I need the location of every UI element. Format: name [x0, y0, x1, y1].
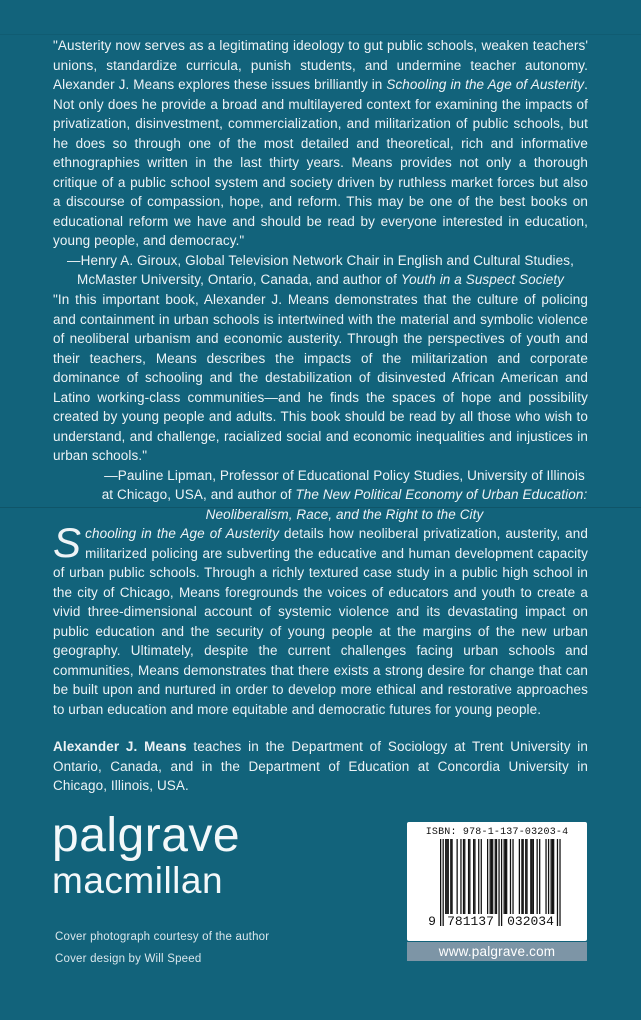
review-quote-2: "In this important book, Alexander J. Means demonstrates that the culture of policing and containment in urban schools is intertwined with the material and symbolic violence of neoliberal urbanism and economic austerity. Through the perspectives of youth and their teachers, Means describes the impacts of the militarization and corporate dominance of schooling and the destabilization of disinvested African American and Latino working-class communities—and he finds the spaces of hope and possibility created by young people and adults. This book should be read by all those who wish to understand, and challenge, racialized social and economic inequalities and injustices in urban schools." [53, 292, 588, 463]
website-band [407, 942, 587, 961]
author-bio [53, 737, 588, 796]
book-description-block [53, 519, 588, 719]
publisher-logo [52, 810, 240, 900]
barcode-digit-left-group: 781137 [447, 914, 494, 929]
quote-1-attribution [53, 251, 588, 290]
quote-2-attribution-text: —Pauline Lipman, Professor of Educational Policy Studies, University of Illinois at Chicago, USA, and author of [101, 467, 585, 502]
quote-1-text-cont: . Not only does he provide a broad and multilayered context for examining the impacts of privatization, disinvestment, commercialization, and militarization of public schools, but he does so through one of the most detailed and theoretical, rich and informative ethnographies written in the last thirty years. Means provides not only a thorough critique of a public school system and society driven by ruthless market forces but also a discourse of compassion, hope, and reform. This may be one of the best books on educational reform we have and should be read by everyone interested in education, young people, and democracy." [53, 77, 588, 248]
quote-1-attribution-book: Youth in a Suspect Society [400, 272, 565, 287]
website-url: www.palgrave.com [438, 944, 556, 959]
quote-1-attribution-text: —Henry A. Giroux, Global Television Network Chair in English and Cultural Studies, McMaster University, Ontario, Canada, and author of [67, 252, 574, 287]
quote-1-book-title: Schooling in the Age of Austerity [386, 77, 585, 92]
book-description [53, 519, 588, 719]
description-book-title: chooling in the Age of Austerity [85, 526, 280, 541]
credit-design: Cover design by Will Speed [55, 953, 202, 965]
barcode-panel [407, 822, 587, 941]
quote-2-attribution [53, 466, 588, 525]
review-quote-1 [53, 36, 588, 251]
isbn-label: ISBN: 978-1-137-03203-4 [425, 827, 569, 838]
credit-photograph: Cover photograph courtesy of the author [55, 931, 270, 943]
author-name: Alexander J. Means [53, 739, 187, 754]
logo-macmillan: macmillan [52, 860, 224, 901]
logo-palgrave: palgrave [52, 809, 241, 862]
author-bio-text: teaches in the Department of Sociology at Trent University in Ontario, Canada, and in the Department of Education at Concordia University in Chicago, Illinois, USA. [53, 739, 588, 793]
drop-cap: S [53, 519, 82, 566]
barcode-digit-lead: 9 [428, 914, 436, 929]
barcode-digit-right-group: 032034 [507, 914, 554, 929]
quote-2-attribution-book: The New Political Economy of Urban Education: Neoliberalism, Race, and the Right to the City [205, 487, 588, 522]
review-quote-2-block [53, 290, 588, 524]
crease-line-top [0, 34, 641, 35]
review-quote-1-block [53, 36, 588, 290]
quote-1-text: "Austerity now serves as a legitimating ideology to gut public schools, weaken teachers' unions, standardize curricula, punish students, and undermine teacher autonomy. Alexander J. Means explores these issues brilliantly in [53, 38, 588, 92]
description-text: details how neoliberal privatization, austerity, and militarized policing are subverting the educative and human development capacity of urban public schools. Through a richly textured case study in a public high school in the city of Chicago, Means foregrounds the voices of educators and youth to create a vivid three-dimensional account of systemic violence and its devastating impact on public education and the security of young people at the margins of the new urban geography. Ultimately, despite the current challenges facing urban schools and communities, Means demonstrates that there exists a strong desire for change that can be built upon and nurtured in order to develop more ethical and restorative approaches to urban education and more equitable and democratic futures for young people. [53, 526, 588, 717]
author-bio-block [53, 737, 588, 796]
